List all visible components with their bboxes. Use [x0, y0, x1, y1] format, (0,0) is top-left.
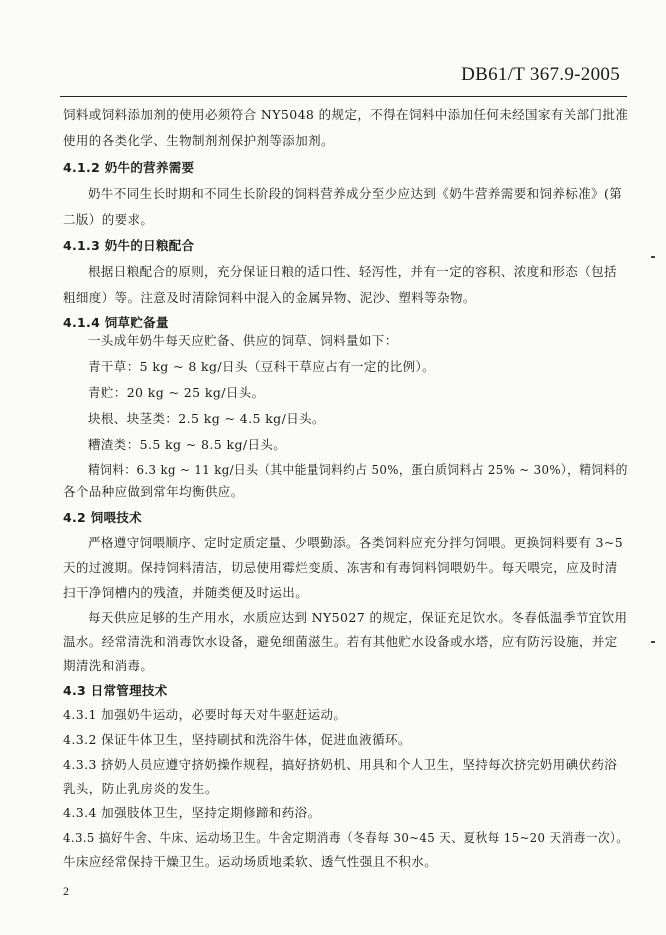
paragraph-line: 糟渣类：5.5 kg ~ 8.5 kg/日头。 [88, 437, 287, 452]
paragraph-line: 期清洗和消毒。 [63, 658, 154, 673]
paragraph-line: 温水。经常清洗和消毒饮水设备，避免细菌滋生。若有其他贮水设备或水塔，应有防污设施，并定 [63, 634, 618, 649]
paragraph-line: 块根、块茎类：2.5 kg ~ 4.5 kg/日头。 [88, 411, 325, 426]
paragraph-line: 一头成年奶牛每天应贮备、供应的饲草、饲料量如下： [88, 333, 398, 348]
paragraph-line: 根据日粮配合的原则，充分保证日粮的适口性、轻泻性，并有一定的容积、浓度和形态（包括 [88, 264, 617, 279]
paragraph-line: 各个品种应做到常年均衡供应。 [63, 484, 244, 499]
paragraph-line: 青干草：5 kg ~ 8 kg/日头（豆科干草应占有一定的比例）。 [88, 359, 436, 374]
page-number: 2 [63, 884, 69, 898]
document-standard-id: DB61/T 367.9-2005 [461, 64, 620, 85]
paragraph-line: 粗细度）等。注意及时清除饲料中混入的金属异物、泥沙、塑料等杂物。 [63, 290, 476, 305]
section-heading: 4.1.3 奶牛的日粮配合 [63, 238, 195, 253]
paragraph-line: 二版）的要求。 [63, 212, 154, 227]
list-item: 4.3.4 加强肢体卫生，坚持定期修蹄和药浴。 [63, 805, 321, 820]
section-heading: 4.2 饲喂技术 [63, 510, 142, 525]
paragraph-line: 使用的各类化学、生物制剂剂保护剂等添加剂。 [63, 133, 334, 148]
section-heading: 4.1.2 奶牛的营养需要 [63, 160, 195, 175]
paragraph-line: 严格遵守饲喂顺序、定时定质定量、少喂勤添。各类饲料应充分拌匀饲喂。更换饲料要有 3~5 [88, 535, 624, 550]
header-rule [60, 96, 627, 97]
paragraph-line: 青贮：20 kg ~ 25 kg/日头。 [88, 385, 265, 400]
list-item: 4.3.5 搞好牛舍、牛床、运动场卫生。牛舍定期消毒（冬春每 30~45 天、夏秋每 15~20 天消毒一次）。 [63, 830, 629, 845]
paragraph-line: 天的过渡期。保持饲料清洁，切忌使用霉烂变质、冻害和有毒饲料饲喂奶牛。每天喂完，应及时清 [63, 560, 618, 575]
section-heading: 4.3 日常管理技术 [63, 683, 168, 698]
paragraph-line: 精饲料：6.3 kg ~ 11 kg/日头（其中能量饲料约占 50%，蛋白质饲料占 25% ~ 30%），精饲料的 [88, 462, 628, 477]
list-item: 4.3.2 保证牛体卫生，坚持刷拭和洗浴牛体，促进血液循环。 [63, 732, 411, 747]
paragraph-line: 扫干净饲槽内的残渣，并随类便及时运出。 [63, 585, 309, 600]
section-heading: 4.1.4 饲草贮备量 [63, 315, 169, 330]
paragraph-line: 奶牛不同生长时期和不同生长阶段的饲料营养成分至少应达到《奶牛营养需要和饲养标准》(第 [88, 186, 623, 201]
list-item: 4.3.3 挤奶人员应遵守挤奶操作规程，搞好挤奶机、用具和个人卫生，坚持每次挤完奶用碘伏药浴 [63, 757, 618, 772]
list-item-continuation: 牛床应经常保持干燥卫生。运动场质地柔软、透气性强且不积水。 [63, 854, 438, 869]
scan-speck [651, 256, 655, 258]
list-item-continuation: 乳头，防止乳房炎的发生。 [63, 781, 218, 796]
paragraph-line: 每天供应足够的生产用水，水质应达到 NY5027 的规定，保证充足饮水。冬春低温季节宜饮用 [88, 610, 628, 625]
list-item: 4.3.1 加强奶牛运动，必要时每天对牛驱赶运动。 [63, 707, 347, 722]
scan-speck [651, 641, 655, 643]
paragraph-line: 饲料或饲料添加剂的使用必须符合 NY5048 的规定，不得在饲料中添加任何未经国家有关部门批准 [63, 107, 629, 122]
